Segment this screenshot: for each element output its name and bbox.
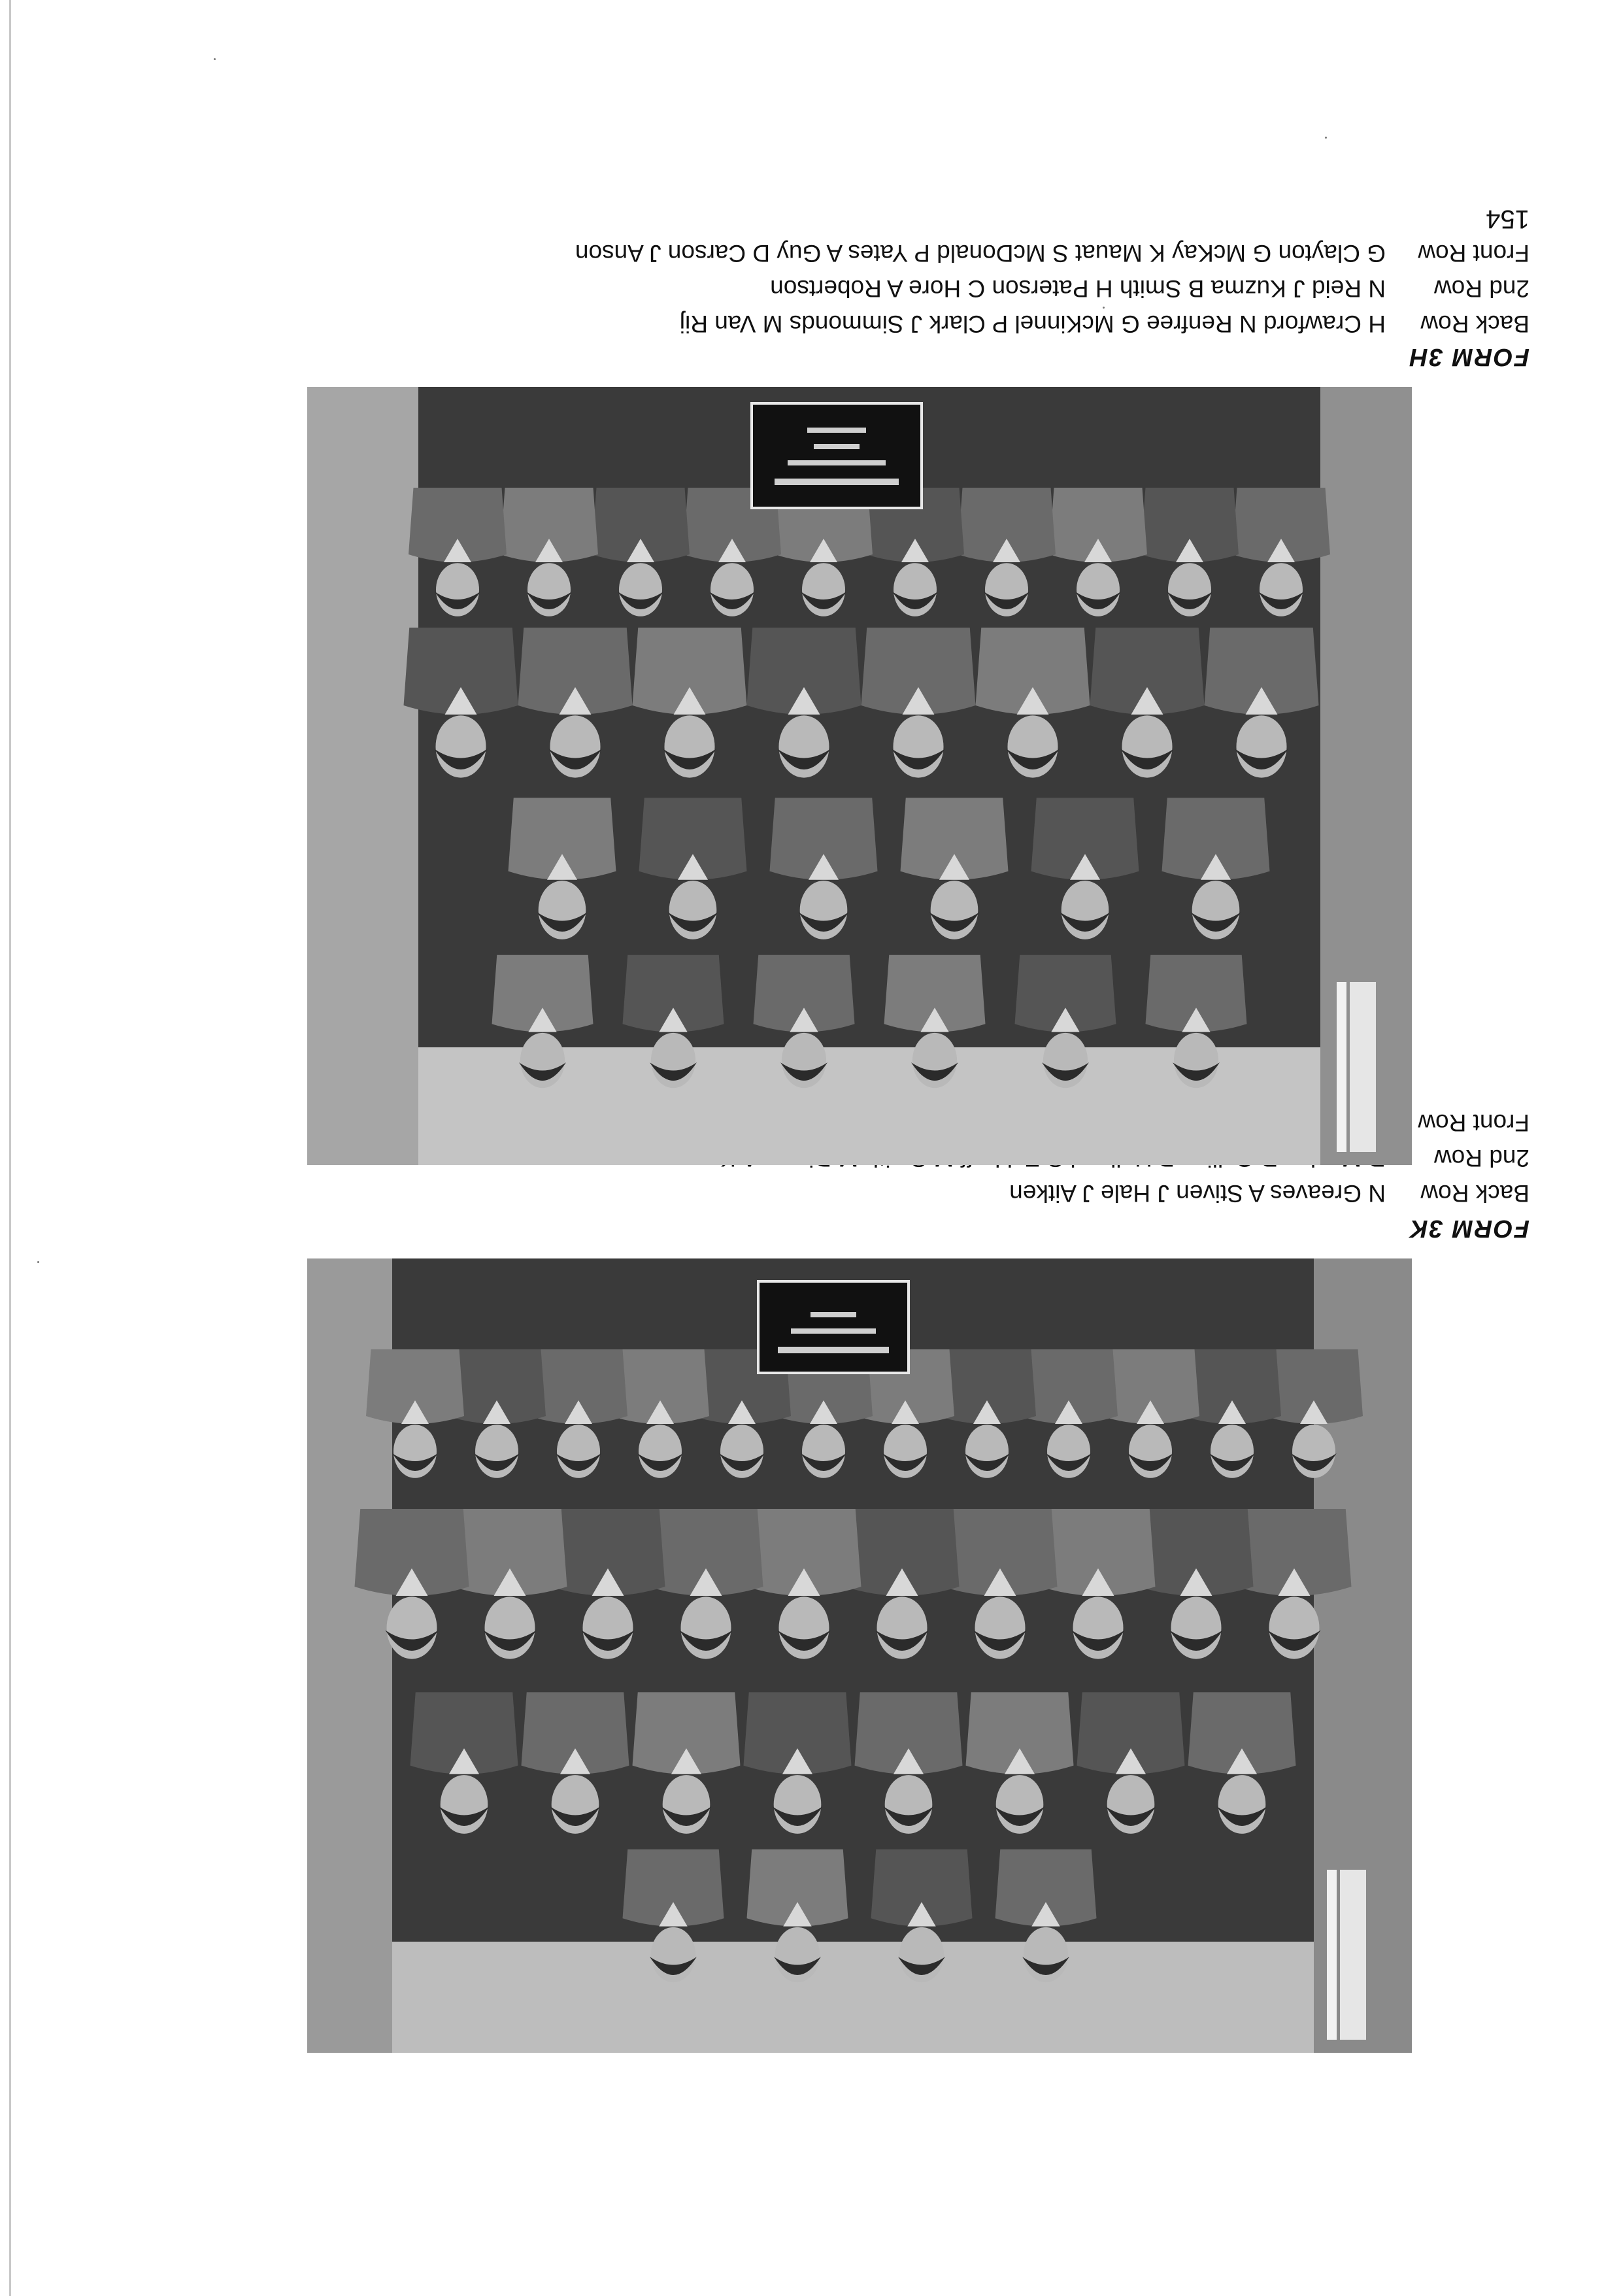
row-names: H Crawford N Renfree G McKinnel P Clark J Simmonds M Van Rij — [679, 311, 1386, 337]
row-label: Back Row — [1420, 311, 1529, 337]
class-photo-illustration — [307, 387, 1412, 1165]
scan-speck — [1103, 307, 1105, 309]
page-number: 154 — [1486, 205, 1529, 233]
form-3h-class-photo — [307, 387, 1412, 1165]
page-edge-line — [9, 0, 11, 2296]
form-3k-title: FORM 3K — [1409, 1215, 1529, 1242]
caption-row — [92, 271, 1529, 306]
row-label: Front Row — [1418, 1109, 1529, 1136]
row-label: 2nd Row — [1433, 275, 1529, 302]
form-3k-class-photo — [307, 1258, 1412, 2053]
class-photo-illustration — [307, 1258, 1412, 2053]
scan-speck — [214, 58, 216, 60]
caption-row — [92, 235, 1529, 271]
caption-row — [92, 306, 1529, 341]
scan-speck — [1325, 137, 1327, 139]
row-label: 2nd Row — [1433, 1145, 1529, 1172]
row-names: N Greaves A Stiven J Hale J Aitken — [1009, 1180, 1386, 1207]
caption-row — [92, 1175, 1529, 1211]
row-names: N Reid J Kuzma B Smith H Paterson C Hore A Robertson — [770, 275, 1386, 302]
row-label: Back Row — [1420, 1180, 1529, 1207]
scan-speck — [37, 1261, 39, 1263]
row-label: Front Row — [1418, 240, 1529, 267]
form-3h-caption — [92, 235, 1529, 341]
row-names: G Clayton G McKay K Mauat S McDonald P Yates A Guy D Carson J Anson — [575, 240, 1386, 267]
form-3h-title: FORM 3H — [1409, 343, 1529, 371]
